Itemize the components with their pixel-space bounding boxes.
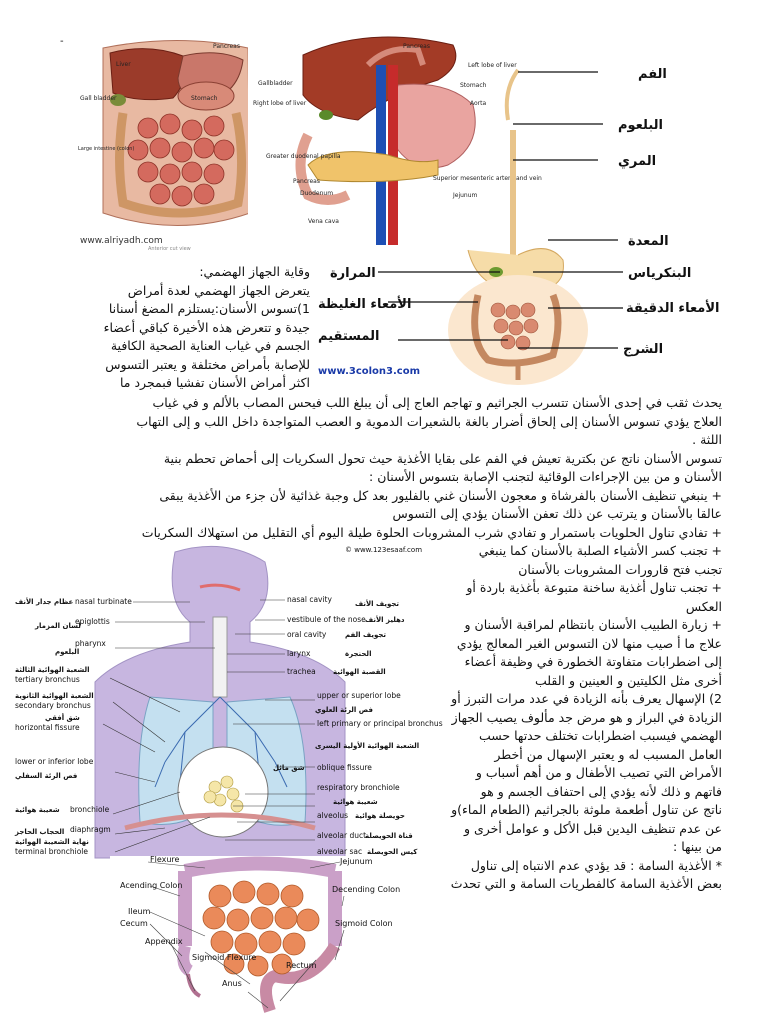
- text-line: جيدة و تتعرض هذه الأخيرة كباقي أعضاء: [103, 319, 310, 335]
- text-line: علاج ما أ صيب منها لان التسوس الغير المعالج يؤدي: [456, 635, 722, 651]
- right-ar-10: قناة الحويصلة: [365, 832, 413, 840]
- right-ar-0: تجويف الأنف: [355, 600, 400, 608]
- label-small-int-ar: الأمعاء الدقيقة: [626, 301, 720, 316]
- text-line: يحدث ثقب في إحدى الأسنان تتسرب الجراثيم و تهاجم العاج إلى أن يبلغ اللب فيحس المصاب بالألم و في غياب: [152, 395, 722, 410]
- label-pharynx-ar: البلعوم: [618, 118, 663, 133]
- right-en-0: nasal cavity: [287, 595, 332, 604]
- heading-prevention: وقاية الجهاز الهضمي:: [199, 264, 310, 279]
- label-right-lobe: Right lobe of liver: [253, 100, 307, 107]
- text-line: 2) الإسهال يعرف بأنه الزيادة في عدد مرات التبرز أو: [451, 691, 722, 706]
- label-liver: Liver: [116, 61, 131, 68]
- label-gallbladder2: Gallbladder: [258, 80, 293, 87]
- left-en-0: nasal turbinate: [75, 597, 132, 606]
- text-line: فاتهم و ذلك لأنه يؤدي إلى احتفاف الجسم و هو: [480, 783, 722, 799]
- label-pancreas-ar: البنكرياس: [628, 266, 692, 281]
- text-line: اكثر أمراض الأسنان تفشيا فبمجرد ما: [120, 375, 310, 390]
- label-cecum: Cecum: [120, 919, 148, 928]
- figure-intestines: [110, 856, 410, 1024]
- label-stomach2: Stomach: [460, 82, 487, 89]
- watermark-3colon3: www.3colon3.com: [318, 366, 421, 377]
- right-ar-7: شق مائل: [273, 764, 305, 772]
- label-anus-en: Anus: [222, 979, 242, 988]
- right-en-1: vestibule of the nose: [287, 615, 366, 624]
- text-line: يتعرض الجهاز الهضمي لعدة أمراض: [127, 282, 310, 298]
- label-papilla: Greater duodenal papilla: [266, 153, 341, 160]
- label-jejunum: Jejunum: [340, 857, 373, 866]
- label-large-intestine: Large intestine (colon): [78, 146, 135, 152]
- right-ar-3: الحنجرة: [345, 650, 372, 658]
- right-en-2: oral cavity: [287, 630, 327, 639]
- text-line: الأسنان و من بين الإجراءات الوقائية لتجنب الإصابة بتسوس الأسنان :: [369, 469, 722, 484]
- text-line: الهضمي فيسبب اضطرابات تختلف حدتها حسب: [479, 728, 722, 743]
- right-en-9: alveolus: [317, 811, 349, 820]
- text-line: عن عدم تنظيف اليدين قبل الأكل و عوامل أخرى و: [463, 820, 722, 836]
- text-line: تسوس الأسنان ناتج عن بكترية تعيش في الفم على بقايا الأغذية حيث تحول السكريات إلى أحماض تحطم بنية: [163, 450, 722, 466]
- label-sigmoid-flexure: Sigmoid Flexure: [192, 953, 257, 962]
- left-en-3: tertiary bronchus: [15, 675, 80, 684]
- text-line: 1)تسوس الأسنان:يستلزم المضغ أسنانا: [108, 301, 310, 316]
- left-en-10: terminal bronchiole: [15, 847, 88, 856]
- right-ar-8: شعيبة هوائية: [333, 798, 378, 806]
- text-line: عالقا بالأسنان و يترتب عن ذلك تعفن الأسنان يؤدي إلى التسوس: [392, 506, 722, 521]
- text-line: ناتج عن تناول أطعمة ملوثة بالجراثيم (الطعام الماء)و: [451, 802, 722, 817]
- left-ar-4: الشعبة الهوائية الثانوية: [15, 692, 94, 700]
- text-line: تجنب فتح قارورات المشروبات بالأسنان: [518, 561, 722, 577]
- text-line: + تجنب تناول أغذية ساخنة متبوعة بأغذية باردة أو: [466, 580, 722, 595]
- right-en-3: larynx: [287, 649, 311, 658]
- left-ar-2: البلعوم: [55, 648, 80, 656]
- page-mark: -: [60, 36, 64, 47]
- label-pancreas2b: Pancreas: [293, 178, 320, 185]
- label-jejunum2: Jejunum: [453, 192, 478, 199]
- label-smv: Superior mesenteric artery and vein: [433, 175, 542, 182]
- prevention-diarrhea-text: [420, 542, 722, 894]
- text-line: العامل المسبب له و يعتبر الإسهال من أخطر: [494, 746, 722, 762]
- intro-text: [90, 263, 310, 393]
- watermark-123esaaf: © www.123esaaf.com: [345, 546, 423, 554]
- text-line: الأمراض التي تصيب الأطفال و من أهم أسباب و: [475, 765, 722, 780]
- text-line: أخرى مثل الكليتين و العينين و القلب: [534, 672, 722, 688]
- label-esophagus: المري: [618, 154, 657, 169]
- label-ileum: Ileum: [128, 907, 151, 916]
- text-line: الزيادة في البراز و هو مرض جد مألوف يصيب الجهاز: [451, 709, 722, 725]
- text-line: + ينبغي تنظيف الأسنان بالفرشاة و معجون الأسنان غني بالفليور بعد كل وجبة غذائية لأن جزء من الأغذية يبقى: [159, 487, 722, 503]
- label-flexure: Flexure: [150, 855, 180, 864]
- left-ar-1: لسان المزمار: [35, 622, 81, 630]
- left-en-6: lower or inferior lobe: [15, 757, 94, 766]
- right-en-8: respiratory bronchiole: [317, 783, 400, 792]
- left-ar-0: عظام جدار الأنف: [15, 598, 74, 606]
- label-stomach-ar: المعدة: [628, 234, 669, 249]
- right-ar-6: الشعبة الهوائية الأولية اليسرى: [315, 742, 420, 750]
- left-ar-7: فص الرئة السفلي: [15, 772, 78, 780]
- figure-respiratory: [15, 542, 443, 858]
- right-en-10: alveolar duct: [317, 831, 367, 840]
- left-ar-5: شق أفقي: [45, 714, 80, 722]
- right-en-7: oblique fissure: [317, 763, 372, 772]
- right-ar-5: فص الرئة العلوي: [315, 706, 373, 714]
- left-en-9: diaphragm: [70, 825, 111, 834]
- label-large-int-ar: الأمعاء الغليظة: [318, 297, 412, 312]
- right-en-11: alveolar sac: [317, 847, 363, 856]
- label-atlas: Anterior cut view: [148, 246, 191, 252]
- text-line: اللثة .: [692, 432, 722, 447]
- text-line: * الأغذية السامة : قد يؤدي عدم الانتباه إلى تناول: [470, 857, 722, 873]
- text-line: العلاج يؤدي تسوس الأسنان إلى إلحاق أضرار بالغة بالشعيرات الدموية و العصب المتواجدة داخل اللب و إلى التهاب: [136, 413, 722, 429]
- label-stomach: Stomach: [191, 95, 218, 102]
- label-anus-ar: الشرج: [623, 342, 664, 357]
- right-ar-4: القصبة الهوائية: [333, 668, 386, 676]
- label-pancreas2a: Pancreas: [403, 43, 430, 50]
- text-line: العكس: [685, 598, 722, 614]
- left-en-8: bronchiole: [70, 805, 110, 814]
- label-ascending: Acending Colon: [120, 881, 183, 890]
- label-vena-cava: Vena cava: [308, 218, 339, 225]
- text-line: + تفادي تناول الحلويات باستمرار و تفادي شرب المشروبات الحلوة طيلة اليوم أي التقليل من استهلاك السكريات: [141, 524, 722, 540]
- left-en-4: secondary bronchus: [15, 701, 91, 710]
- left-en-1: epiglottis: [75, 617, 110, 626]
- text-line: + تجنب كسر الأشياء الصلبة بالأسنان كما ينبغي: [478, 543, 722, 558]
- label-rectum: Rectum: [286, 961, 317, 970]
- watermark-alriyadh: www.alriyadh.com: [80, 236, 163, 246]
- text-line: بعض الأغذية السامة كالفطريات السامة و التي تحدث: [450, 876, 722, 891]
- label-aorta: Aorta: [470, 100, 487, 107]
- caries-text: [16, 394, 722, 542]
- label-mouth: الفم: [638, 67, 667, 82]
- left-ar-3: الشعبة الهوائية الثالثة: [15, 666, 90, 674]
- label-rectum-ar: المستقيم: [318, 329, 380, 344]
- right-ar-1: دهليز الأنف: [365, 616, 405, 624]
- respiratory-illustration: [15, 542, 443, 858]
- text-line: إلى اضطرابات متفاوتة الخطورة في وظيفة أعضاء: [464, 654, 722, 669]
- text-line: + زيارة الطبيب الأسنان بانتظام لمراقبة الأسنان و: [464, 617, 722, 632]
- label-descending: Decending Colon: [332, 885, 401, 894]
- left-ar-8: شعيبة هوائية: [15, 806, 60, 814]
- text-line: من بينها :: [673, 839, 722, 854]
- right-ar-9: حويصلة هوائية: [355, 812, 405, 820]
- left-en-5: horizontal fissure: [15, 723, 80, 732]
- label-gallbladder-ar: المرارة: [330, 266, 376, 281]
- left-ar-9: الحجاب الحاجز: [15, 828, 65, 836]
- label-pancreas: Pancreas: [213, 43, 240, 50]
- right-en-5: upper or superior lobe: [317, 691, 401, 700]
- text-line: للإصابة بأمراض مختلفة و يعتبر التسوس: [105, 356, 310, 372]
- text-line: الجسم في غياب العناية الصحية الكافية: [110, 338, 310, 353]
- label-appendix: Appendix: [145, 937, 183, 946]
- intestines-illustration: [110, 856, 410, 1024]
- label-left-lobe: Left lobe of liver: [468, 62, 517, 69]
- label-sigmoid-colon: Sigmoid Colon: [335, 919, 393, 928]
- right-en-4: trachea: [287, 667, 316, 676]
- label-gallbladder: Gall bladder: [80, 95, 117, 102]
- right-ar-11: كيس الحويصلة: [367, 848, 418, 856]
- right-en-6: left primary or principal bronchus: [317, 719, 443, 728]
- digestive-arabic-illustration: [318, 50, 718, 390]
- label-duodenum: Duodenum: [300, 190, 334, 197]
- left-ar-10: نهاية الشعيبة الهوائية: [15, 838, 89, 846]
- right-ar-2: تجويف الفم: [345, 631, 387, 639]
- figure-digestive-arabic: [318, 50, 718, 390]
- left-en-2: pharynx: [75, 639, 106, 648]
